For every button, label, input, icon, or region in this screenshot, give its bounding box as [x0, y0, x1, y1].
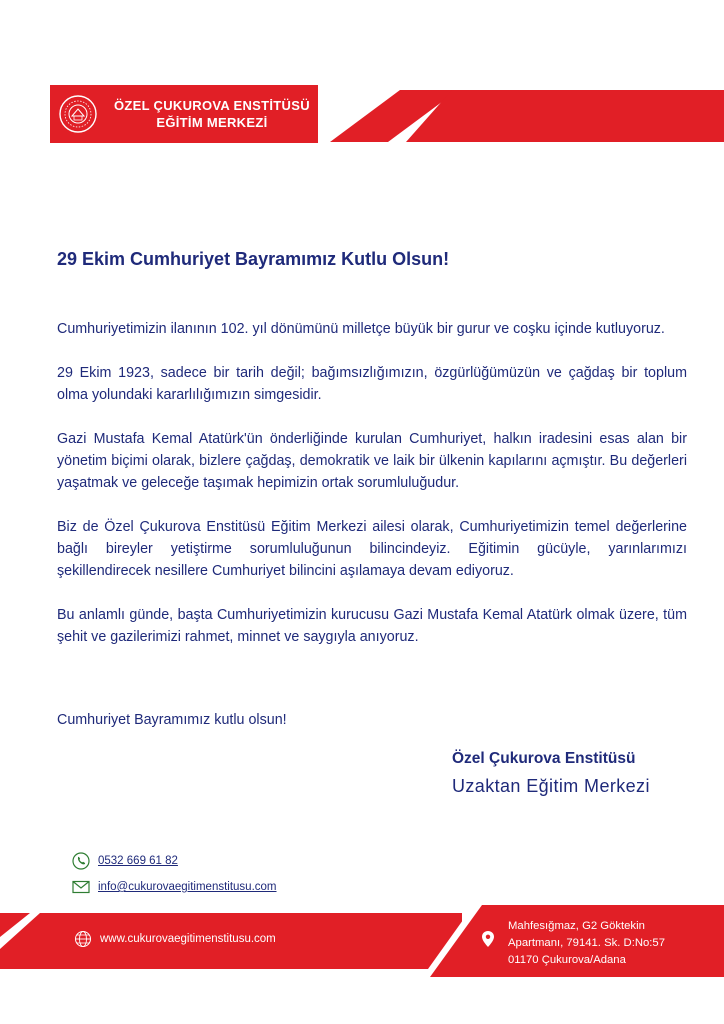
letter-body	[57, 318, 687, 670]
location-pin-icon	[480, 930, 496, 948]
closing-line: Cumhuriyet Bayramımız kutlu olsun!	[57, 712, 287, 728]
paragraph: Cumhuriyetimizin ilanının 102. yıl dönümünü milletçe büyük bir gurur ve coşku içinde kutluyoruz.	[57, 321, 665, 337]
paragraph: Bu anlamlı günde, başta Cumhuriyetimizin kurucusu Gazi Mustafa Kemal Atatürk olmak üzere, tüm şehit ve gazilerimizi rahmet, minnet ve saygıyla anıyoruz.	[57, 607, 687, 645]
paragraph: Biz de Özel Çukurova Enstitüsü Eğitim Merkezi ailesi olarak, Cumhuriyetimizin temel değerlerine bağlı bireyler yetiştirme sorumluluğunun bilincindeyiz. Eğitimin gücüyle, yarınlarımızı şekillendirecek nesillere Cumhuriyet bilincini aşılamaya devam ediyoruz.	[57, 519, 687, 579]
signature-org: Özel Çukurova Enstitüsü	[452, 750, 636, 767]
footer-address	[508, 918, 708, 969]
address-line1: Mahfesığmaz, G2 Göktekin	[508, 920, 645, 932]
paragraph: Gazi Mustafa Kemal Atatürk'ün önderliğinde kurulan Cumhuriyet, halkın iradesini esas alan bir yönetim biçimi olarak, bizlere çağdaş, demokratik ve laik bir ülkenin kapılarını açmıştır. Bu değerleri yaşatmak ve geleceğe taşımak hepimizin ortak sorumluluğudur.	[57, 431, 687, 491]
globe-icon	[74, 930, 92, 948]
address-line3: 01170 Çukurova/Adana	[508, 954, 626, 966]
mail-icon	[72, 878, 90, 896]
contact-phone	[72, 852, 178, 870]
logo-line2: EĞİTİM MERKEZİ	[156, 115, 268, 130]
page-title: 29 Ekim Cumhuriyet Bayramımız Kutlu Olsun!	[57, 249, 450, 269]
email-link[interactable]: info@cukurovaegitimenstitusu.com	[98, 881, 277, 893]
footer-website	[74, 930, 276, 948]
brand-logo	[50, 85, 318, 143]
logo-line1: ÖZEL ÇUKUROVA ENSTİTÜSÜ	[114, 98, 310, 113]
header-decorative-stripes	[330, 80, 724, 150]
contact-email	[72, 878, 277, 896]
phone-link[interactable]: 0532 669 61 82	[98, 855, 178, 867]
website-link[interactable]: www.cukurovaegitimenstitusu.com	[100, 933, 276, 945]
logo-text	[114, 97, 310, 131]
ministry-seal-icon	[58, 94, 98, 134]
phone-icon	[72, 852, 90, 870]
signature-sub: Uzaktan Eğitim Merkezi	[452, 776, 650, 796]
paragraph: 29 Ekim 1923, sadece bir tarih değil; bağımsızlığımızın, özgürlüğümüzün ve çağdaş bir toplum olma yolundaki kararlılığımızın simgesidir.	[57, 365, 687, 403]
address-line2: Apartmanı, 79141. Sk. D:No:57	[508, 937, 665, 949]
